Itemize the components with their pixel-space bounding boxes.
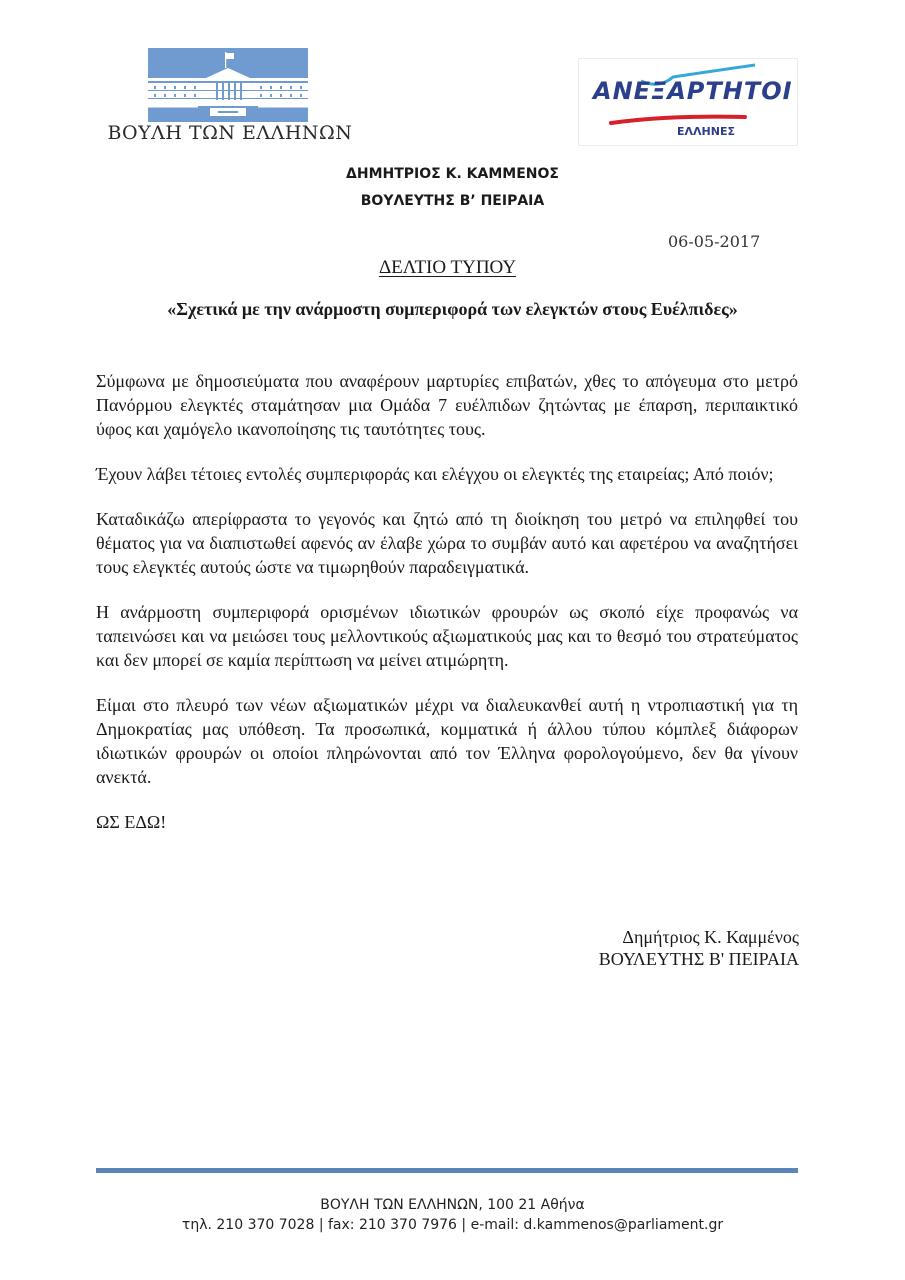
separator: | xyxy=(461,1217,467,1233)
body-paragraph: Είμαι στο πλευρό των νέων αξιωματικών μέχρι να διαλευκανθεί αυτή η ντροπιαστική για τη Δημοκρατίας μας υπόθεση. Τα προσωπικά, κομματικά ή άλλου τύπου κόμπλεξ διάφορων ιδιωτικών φρουρών οι οποίοι πληρώνονται από τον Έλληνα φορολογούμενο, δεν θα γίνουν ανεκτά. xyxy=(96,695,798,787)
footer-contact xyxy=(0,1217,905,1233)
mp-name: ΔΗΜΗΤΡΙΟΣ Κ. ΚΑΜΜΕΝΟΣ xyxy=(346,166,559,182)
parliament-building-icon xyxy=(148,48,308,122)
party-logo-text: ΑΝΕΞΑΡΤΗΤΟΙ xyxy=(593,77,793,105)
party-logo-subtitle: ΕΛΛΗΝΕΣ xyxy=(677,125,735,138)
signature-role: ΒΟΥΛΕΥΤΗΣ Β' ΠΕΙΡΑΙΑ xyxy=(598,949,799,969)
fax-label: fax: xyxy=(328,1217,355,1233)
footer-divider xyxy=(96,1168,798,1173)
mp-role: ΒΟΥΛΕΥΤΗΣ Β’ ΠΕΙΡΑΙΑ xyxy=(360,193,545,209)
release-subject: «Σχετικά με την ανάρμοστη συμπεριφορά των ελεγκτών στους Ευέλπιδες» xyxy=(167,299,738,319)
parliament-logo xyxy=(148,48,308,122)
email-label: e-mail: xyxy=(470,1217,519,1233)
parliament-logo-text: ΒΟΥΛΗ ΤΩΝ ΕΛΛΗΝΩΝ xyxy=(107,122,353,144)
footer-address: ΒΟΥΛΗ ΤΩΝ ΕΛΛΗΝΩΝ, 100 21 Αθήνα xyxy=(320,1197,585,1213)
release-body xyxy=(96,369,798,855)
body-paragraph: Σύμφωνα με δημοσιεύματα που αναφέρουν μαρτυρίες επιβατών, χθες το απόγευμα στο μετρό Πανόρμου ελεγκτές σταμάτησαν μια Ομάδα 7 ευέλπιδων ζητώντας με έπαρση, περιπαικτικό ύφος και χαμόγελο ικανοποίησης τις ταυτότητες τους. xyxy=(96,371,798,439)
fax-number: 210 370 7976 xyxy=(358,1217,457,1233)
body-paragraph: Καταδικάζω απερίφραστα το γεγονός και ζητώ από τη διοίκηση του μετρό να επιληφθεί του θέματος για να διαπιστωθεί αφενός αν έλαβε χώρα το συμβάν αυτό και αφετέρου να αναζητήσει τους ελεγκτές αυτούς ώστε να τιμωρηθούν παραδειγματικά. xyxy=(96,509,798,577)
signature-block xyxy=(599,926,799,970)
press-release-title: ΔΕΛΤΙΟ ΤΥΠΟΥ xyxy=(378,257,517,278)
red-underline-swoosh xyxy=(609,111,749,125)
body-paragraph: Η ανάρμοστη συμπεριφορά ορισμένων ιδιωτικών φρουρών ως σκοπό είχε προφανώς να ταπεινώσει και να μειώσει τους μελλοντικούς αξιωματικούς μας και το θεσμό του στρατεύματος και δεν μπορεί σε καμία περίπτωση να μείνει ατιμώρητη. xyxy=(96,602,798,670)
phone-label: τηλ. xyxy=(181,1217,212,1233)
body-paragraph: Έχουν λάβει τέτοιες εντολές συμπεριφοράς και ελέγχου οι ελεγκτές της εταιρείας; Από ποιόν; xyxy=(96,464,774,484)
separator: | xyxy=(318,1217,324,1233)
release-date: 06-05-2017 xyxy=(668,232,761,251)
email-link[interactable]: d.kammenos@parliament.gr xyxy=(523,1217,724,1233)
phone-number: 210 370 7028 xyxy=(216,1217,315,1233)
signature-name: Δημήτριος Κ. Καμμένος xyxy=(622,927,799,947)
closing-exclamation: ΩΣ ΕΔΩ! xyxy=(96,812,167,832)
party-logo xyxy=(578,58,798,146)
